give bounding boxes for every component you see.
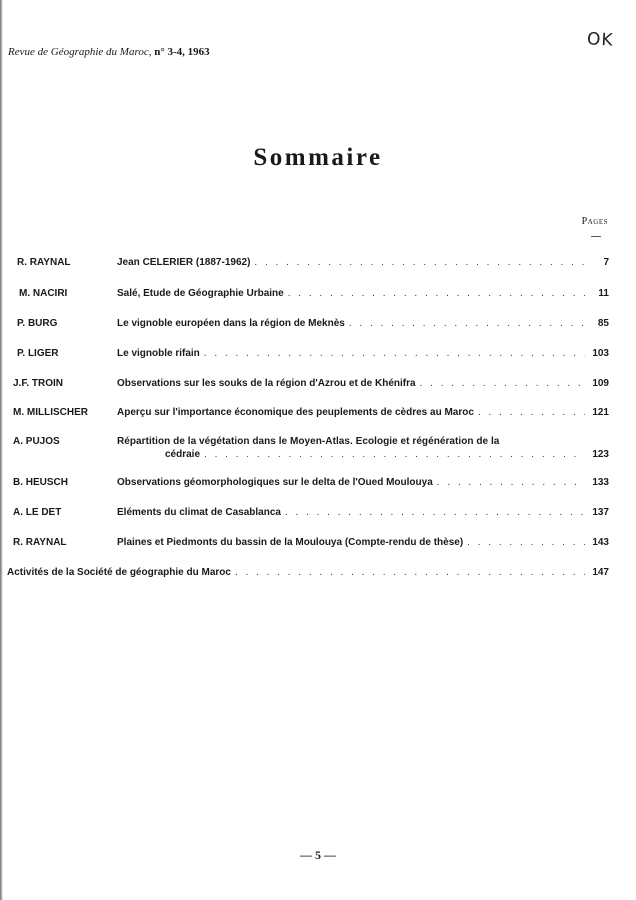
toc-author: A. PUJOS [13, 436, 60, 447]
dot-leader [235, 567, 585, 578]
toc-entry-line [7, 567, 609, 578]
toc-entry-line [117, 257, 609, 268]
toc-entry [0, 348, 636, 362]
toc-author: P. LIGER [17, 348, 59, 359]
toc-author: M. MILLISCHER [13, 407, 88, 418]
dot-leader [478, 407, 585, 418]
toc-entry-line [117, 477, 609, 488]
toc-author: J.F. TROIN [13, 378, 64, 389]
pages-column-label: Pages [581, 216, 608, 227]
toc-title: Observations sur les souks de la région d'Azrou et de Khénifra [117, 378, 416, 389]
dot-leader [254, 257, 585, 268]
toc-author: R. RAYNAL [17, 257, 71, 268]
journal-issue: n° 3-4, 1963 [154, 46, 210, 58]
toc-entry [0, 378, 636, 392]
toc-page-number: 123 [592, 449, 609, 460]
toc-title: Le vignoble européen dans la région de Meknès [117, 318, 345, 329]
toc-page-number: 147 [592, 567, 609, 578]
toc-title: Observations géomorphologiques sur le delta de l'Oued Moulouya [117, 477, 433, 488]
toc-entry-block [117, 436, 609, 460]
toc-title: Eléments du climat de Casablanca [117, 507, 281, 518]
toc-entry [0, 288, 636, 302]
dot-leader [467, 537, 585, 548]
toc-entry-wrapped [0, 436, 636, 464]
toc-entry [0, 477, 636, 491]
toc-title-line-1: Répartition de la végétation dans le Moyen-Atlas. Ecologie et régénération de la [117, 436, 500, 447]
toc-page-number: 85 [597, 318, 609, 329]
toc-entry [0, 407, 636, 421]
dot-leader [420, 378, 585, 389]
toc-author: M. NACIRI [19, 288, 68, 299]
toc-page-number: 7 [603, 257, 609, 268]
toc-page-number: 103 [592, 348, 609, 359]
toc-title: Aperçu sur l'importance économique des peuplements de cèdres au Maroc [117, 407, 474, 418]
toc-page-number: 109 [592, 378, 609, 389]
toc-title: Activités de la Société de géographie du Maroc [7, 567, 231, 578]
page-folio: — 5 — [300, 848, 336, 862]
toc-author: R. RAYNAL [13, 537, 67, 548]
toc-title: Jean CELERIER (1887-1962) [117, 257, 251, 268]
toc-page-number: 143 [592, 537, 609, 548]
toc-entry-line [117, 449, 609, 460]
toc-entry [0, 537, 636, 551]
toc-page-number: 11 [598, 288, 609, 299]
toc-entry-line [117, 288, 609, 299]
dot-leader [349, 318, 585, 329]
toc-entry-line [117, 537, 609, 548]
dot-leader [288, 288, 585, 299]
toc-author: P. BURG [17, 318, 58, 329]
toc-entry-line [117, 348, 609, 359]
dot-leader [204, 348, 585, 359]
toc-page-number: 137 [592, 507, 609, 518]
toc-title: Salé, Etude de Géographie Urbaine [117, 288, 284, 299]
toc-society-entry [0, 567, 636, 581]
toc-entry [0, 318, 636, 332]
pages-label-rule [591, 236, 601, 237]
dot-leader [285, 507, 585, 518]
toc-entry-line [117, 318, 609, 329]
journal-header [8, 46, 210, 58]
toc-title: Le vignoble rifain [117, 348, 200, 359]
dot-leader [204, 449, 585, 460]
toc-entry-line [117, 378, 609, 389]
toc-page-number: 133 [592, 477, 609, 488]
toc-entry [0, 507, 636, 521]
toc-entry [0, 257, 636, 271]
toc-title-line-2: cédraie [165, 449, 201, 460]
dot-leader [437, 477, 585, 488]
journal-title: Revue de Géographie du Maroc, [8, 46, 152, 58]
toc-author: B. HEUSCH [13, 477, 69, 488]
handwritten-annotation: OK [586, 29, 615, 51]
toc-author: A. LE DET [13, 507, 62, 518]
toc-entry-line [117, 507, 609, 518]
toc-entry-line [117, 407, 609, 418]
toc-title: Plaines et Piedmonts du bassin de la Moulouya (Compte-rendu de thèse) [117, 537, 464, 548]
toc-page-number: 121 [592, 407, 609, 418]
page-title: Sommaire [253, 144, 383, 171]
